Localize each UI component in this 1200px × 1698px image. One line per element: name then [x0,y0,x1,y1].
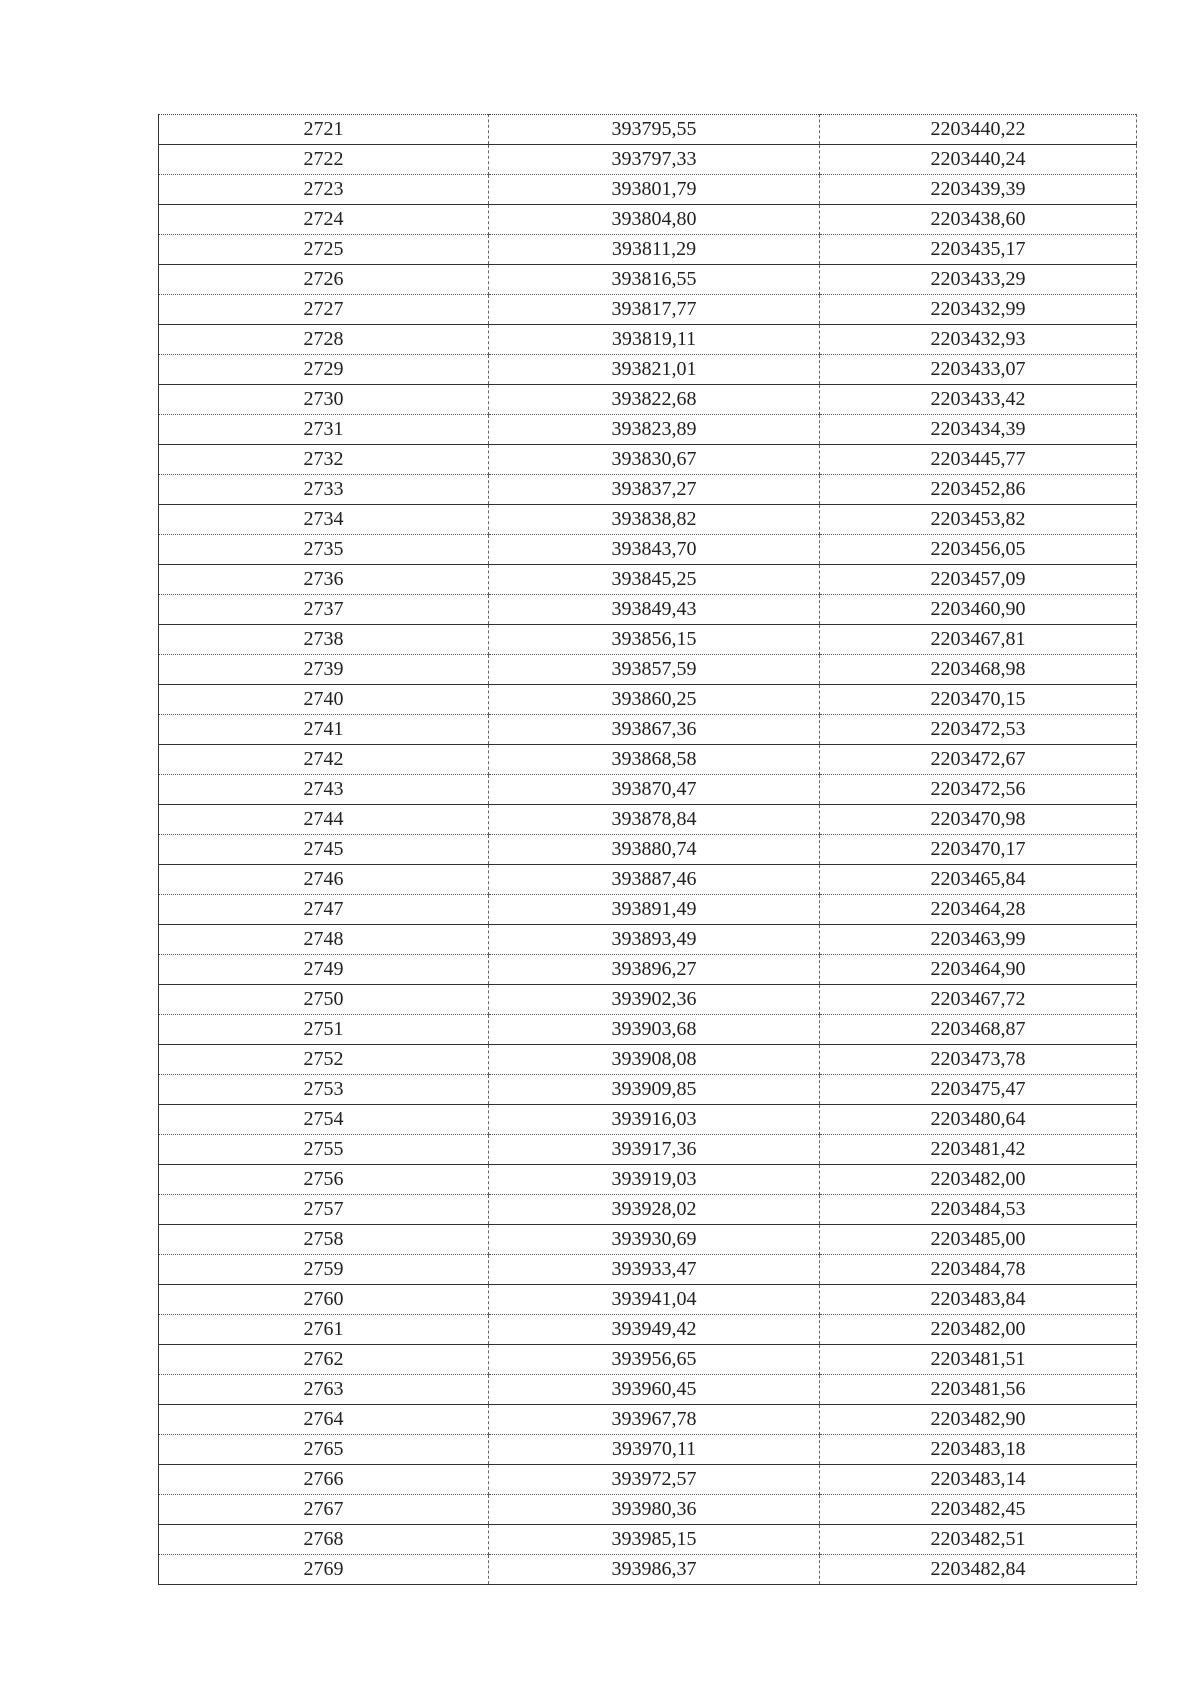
table-row [159,1195,1137,1225]
table-row [159,895,1137,925]
y-coordinate-cell: 2203464,90 [820,955,1137,985]
x-coordinate-cell: 393880,74 [489,835,820,865]
x-coordinate-cell: 393867,36 [489,715,820,745]
table-row [159,595,1137,625]
x-coordinate-cell: 393933,47 [489,1255,820,1285]
x-coordinate-cell: 393868,58 [489,745,820,775]
y-coordinate-cell: 2203475,47 [820,1075,1137,1105]
x-coordinate-cell: 393930,69 [489,1225,820,1255]
table-row [159,1315,1137,1345]
y-coordinate-cell: 2203482,90 [820,1405,1137,1435]
x-coordinate-cell: 393916,03 [489,1105,820,1135]
table-row [159,775,1137,805]
table-row [159,1345,1137,1375]
point-number-cell: 2760 [159,1285,489,1315]
y-coordinate-cell: 2203435,17 [820,235,1137,265]
table-row [159,475,1137,505]
table-row [159,1525,1137,1555]
point-number-cell: 2754 [159,1105,489,1135]
point-number-cell: 2731 [159,415,489,445]
point-number-cell: 2768 [159,1525,489,1555]
table-row [159,1405,1137,1435]
table-row [159,685,1137,715]
table-row [159,205,1137,235]
y-coordinate-cell: 2203473,78 [820,1045,1137,1075]
table-row [159,325,1137,355]
y-coordinate-cell: 2203482,45 [820,1495,1137,1525]
point-number-cell: 2745 [159,835,489,865]
point-number-cell: 2761 [159,1315,489,1345]
table-row [159,985,1137,1015]
y-coordinate-cell: 2203467,72 [820,985,1137,1015]
table-row [159,535,1137,565]
table-row [159,1465,1137,1495]
x-coordinate-cell: 393980,36 [489,1495,820,1525]
table-row [159,1135,1137,1165]
point-number-cell: 2740 [159,685,489,715]
y-coordinate-cell: 2203445,77 [820,445,1137,475]
table-row [159,1225,1137,1255]
point-number-cell: 2739 [159,655,489,685]
x-coordinate-cell: 393860,25 [489,685,820,715]
x-coordinate-cell: 393985,15 [489,1525,820,1555]
table-row [159,865,1137,895]
table-row [159,955,1137,985]
y-coordinate-cell: 2203483,18 [820,1435,1137,1465]
y-coordinate-cell: 2203463,99 [820,925,1137,955]
table-row [159,235,1137,265]
point-number-cell: 2733 [159,475,489,505]
point-number-cell: 2769 [159,1555,489,1585]
x-coordinate-cell: 393823,89 [489,415,820,445]
point-number-cell: 2767 [159,1495,489,1525]
x-coordinate-cell: 393887,46 [489,865,820,895]
x-coordinate-cell: 393919,03 [489,1165,820,1195]
x-coordinate-cell: 393956,65 [489,1345,820,1375]
y-coordinate-cell: 2203481,42 [820,1135,1137,1165]
point-number-cell: 2738 [159,625,489,655]
table-row [159,715,1137,745]
point-number-cell: 2737 [159,595,489,625]
x-coordinate-cell: 393817,77 [489,295,820,325]
point-number-cell: 2724 [159,205,489,235]
x-coordinate-cell: 393801,79 [489,175,820,205]
point-number-cell: 2764 [159,1405,489,1435]
table-row [159,1075,1137,1105]
point-number-cell: 2730 [159,385,489,415]
table-row [159,1375,1137,1405]
table-row [159,1045,1137,1075]
point-number-cell: 2755 [159,1135,489,1165]
y-coordinate-cell: 2203480,64 [820,1105,1137,1135]
x-coordinate-cell: 393822,68 [489,385,820,415]
x-coordinate-cell: 393816,55 [489,265,820,295]
y-coordinate-cell: 2203438,60 [820,205,1137,235]
point-number-cell: 2749 [159,955,489,985]
x-coordinate-cell: 393928,02 [489,1195,820,1225]
table-row [159,295,1137,325]
x-coordinate-cell: 393821,01 [489,355,820,385]
point-number-cell: 2747 [159,895,489,925]
table-row [159,1255,1137,1285]
x-coordinate-cell: 393849,43 [489,595,820,625]
point-number-cell: 2751 [159,1015,489,1045]
y-coordinate-cell: 2203470,15 [820,685,1137,715]
x-coordinate-cell: 393804,80 [489,205,820,235]
point-number-cell: 2742 [159,745,489,775]
point-number-cell: 2766 [159,1465,489,1495]
table-row [159,835,1137,865]
x-coordinate-cell: 393856,15 [489,625,820,655]
x-coordinate-cell: 393857,59 [489,655,820,685]
y-coordinate-cell: 2203484,53 [820,1195,1137,1225]
coordinates-table-body [159,115,1137,1585]
x-coordinate-cell: 393893,49 [489,925,820,955]
point-number-cell: 2765 [159,1435,489,1465]
table-row [159,505,1137,535]
table-row [159,1555,1137,1585]
point-number-cell: 2744 [159,805,489,835]
y-coordinate-cell: 2203482,00 [820,1315,1137,1345]
point-number-cell: 2723 [159,175,489,205]
table-row [159,355,1137,385]
point-number-cell: 2732 [159,445,489,475]
y-coordinate-cell: 2203440,22 [820,115,1137,145]
x-coordinate-cell: 393909,85 [489,1075,820,1105]
table-row [159,445,1137,475]
table-row [159,1015,1137,1045]
table-row [159,385,1137,415]
table-row [159,655,1137,685]
point-number-cell: 2734 [159,505,489,535]
y-coordinate-cell: 2203470,98 [820,805,1137,835]
point-number-cell: 2728 [159,325,489,355]
table-row [159,145,1137,175]
y-coordinate-cell: 2203453,82 [820,505,1137,535]
point-number-cell: 2757 [159,1195,489,1225]
x-coordinate-cell: 393843,70 [489,535,820,565]
y-coordinate-cell: 2203464,28 [820,895,1137,925]
point-number-cell: 2758 [159,1225,489,1255]
table-row [159,1285,1137,1315]
y-coordinate-cell: 2203456,05 [820,535,1137,565]
table-row [159,1105,1137,1135]
point-number-cell: 2727 [159,295,489,325]
x-coordinate-cell: 393838,82 [489,505,820,535]
y-coordinate-cell: 2203460,90 [820,595,1137,625]
x-coordinate-cell: 393837,27 [489,475,820,505]
point-number-cell: 2726 [159,265,489,295]
table-row [159,925,1137,955]
y-coordinate-cell: 2203452,86 [820,475,1137,505]
y-coordinate-cell: 2203482,51 [820,1525,1137,1555]
y-coordinate-cell: 2203481,56 [820,1375,1137,1405]
point-number-cell: 2759 [159,1255,489,1285]
x-coordinate-cell: 393795,55 [489,115,820,145]
x-coordinate-cell: 393830,67 [489,445,820,475]
y-coordinate-cell: 2203482,00 [820,1165,1137,1195]
table-row [159,115,1137,145]
x-coordinate-cell: 393896,27 [489,955,820,985]
table-row [159,805,1137,835]
point-number-cell: 2736 [159,565,489,595]
x-coordinate-cell: 393870,47 [489,775,820,805]
y-coordinate-cell: 2203433,29 [820,265,1137,295]
x-coordinate-cell: 393986,37 [489,1555,820,1585]
x-coordinate-cell: 393891,49 [489,895,820,925]
y-coordinate-cell: 2203484,78 [820,1255,1137,1285]
y-coordinate-cell: 2203440,24 [820,145,1137,175]
x-coordinate-cell: 393941,04 [489,1285,820,1315]
y-coordinate-cell: 2203432,93 [820,325,1137,355]
y-coordinate-cell: 2203483,84 [820,1285,1137,1315]
y-coordinate-cell: 2203433,07 [820,355,1137,385]
point-number-cell: 2746 [159,865,489,895]
y-coordinate-cell: 2203432,99 [820,295,1137,325]
point-number-cell: 2750 [159,985,489,1015]
y-coordinate-cell: 2203467,81 [820,625,1137,655]
table-row [159,1495,1137,1525]
y-coordinate-cell: 2203457,09 [820,565,1137,595]
x-coordinate-cell: 393917,36 [489,1135,820,1165]
point-number-cell: 2762 [159,1345,489,1375]
x-coordinate-cell: 393908,08 [489,1045,820,1075]
y-coordinate-cell: 2203439,39 [820,175,1137,205]
y-coordinate-cell: 2203481,51 [820,1345,1137,1375]
x-coordinate-cell: 393903,68 [489,1015,820,1045]
table-row [159,1165,1137,1195]
x-coordinate-cell: 393960,45 [489,1375,820,1405]
x-coordinate-cell: 393819,11 [489,325,820,355]
y-coordinate-cell: 2203482,84 [820,1555,1137,1585]
y-coordinate-cell: 2203472,67 [820,745,1137,775]
table-row [159,265,1137,295]
y-coordinate-cell: 2203433,42 [820,385,1137,415]
x-coordinate-cell: 393811,29 [489,235,820,265]
y-coordinate-cell: 2203472,53 [820,715,1137,745]
x-coordinate-cell: 393845,25 [489,565,820,595]
y-coordinate-cell: 2203483,14 [820,1465,1137,1495]
point-number-cell: 2725 [159,235,489,265]
x-coordinate-cell: 393797,33 [489,145,820,175]
point-number-cell: 2722 [159,145,489,175]
point-number-cell: 2748 [159,925,489,955]
table-row [159,175,1137,205]
y-coordinate-cell: 2203470,17 [820,835,1137,865]
y-coordinate-cell: 2203468,87 [820,1015,1137,1045]
table-row [159,565,1137,595]
table-row [159,1435,1137,1465]
point-number-cell: 2735 [159,535,489,565]
x-coordinate-cell: 393878,84 [489,805,820,835]
point-number-cell: 2763 [159,1375,489,1405]
x-coordinate-cell: 393902,36 [489,985,820,1015]
x-coordinate-cell: 393967,78 [489,1405,820,1435]
point-number-cell: 2752 [159,1045,489,1075]
x-coordinate-cell: 393970,11 [489,1435,820,1465]
coordinates-table [158,114,1137,1585]
y-coordinate-cell: 2203465,84 [820,865,1137,895]
table-row [159,625,1137,655]
point-number-cell: 2756 [159,1165,489,1195]
point-number-cell: 2741 [159,715,489,745]
x-coordinate-cell: 393972,57 [489,1465,820,1495]
y-coordinate-cell: 2203472,56 [820,775,1137,805]
y-coordinate-cell: 2203434,39 [820,415,1137,445]
point-number-cell: 2753 [159,1075,489,1105]
y-coordinate-cell: 2203485,00 [820,1225,1137,1255]
x-coordinate-cell: 393949,42 [489,1315,820,1345]
point-number-cell: 2721 [159,115,489,145]
point-number-cell: 2743 [159,775,489,805]
table-row [159,415,1137,445]
table-row [159,745,1137,775]
point-number-cell: 2729 [159,355,489,385]
y-coordinate-cell: 2203468,98 [820,655,1137,685]
